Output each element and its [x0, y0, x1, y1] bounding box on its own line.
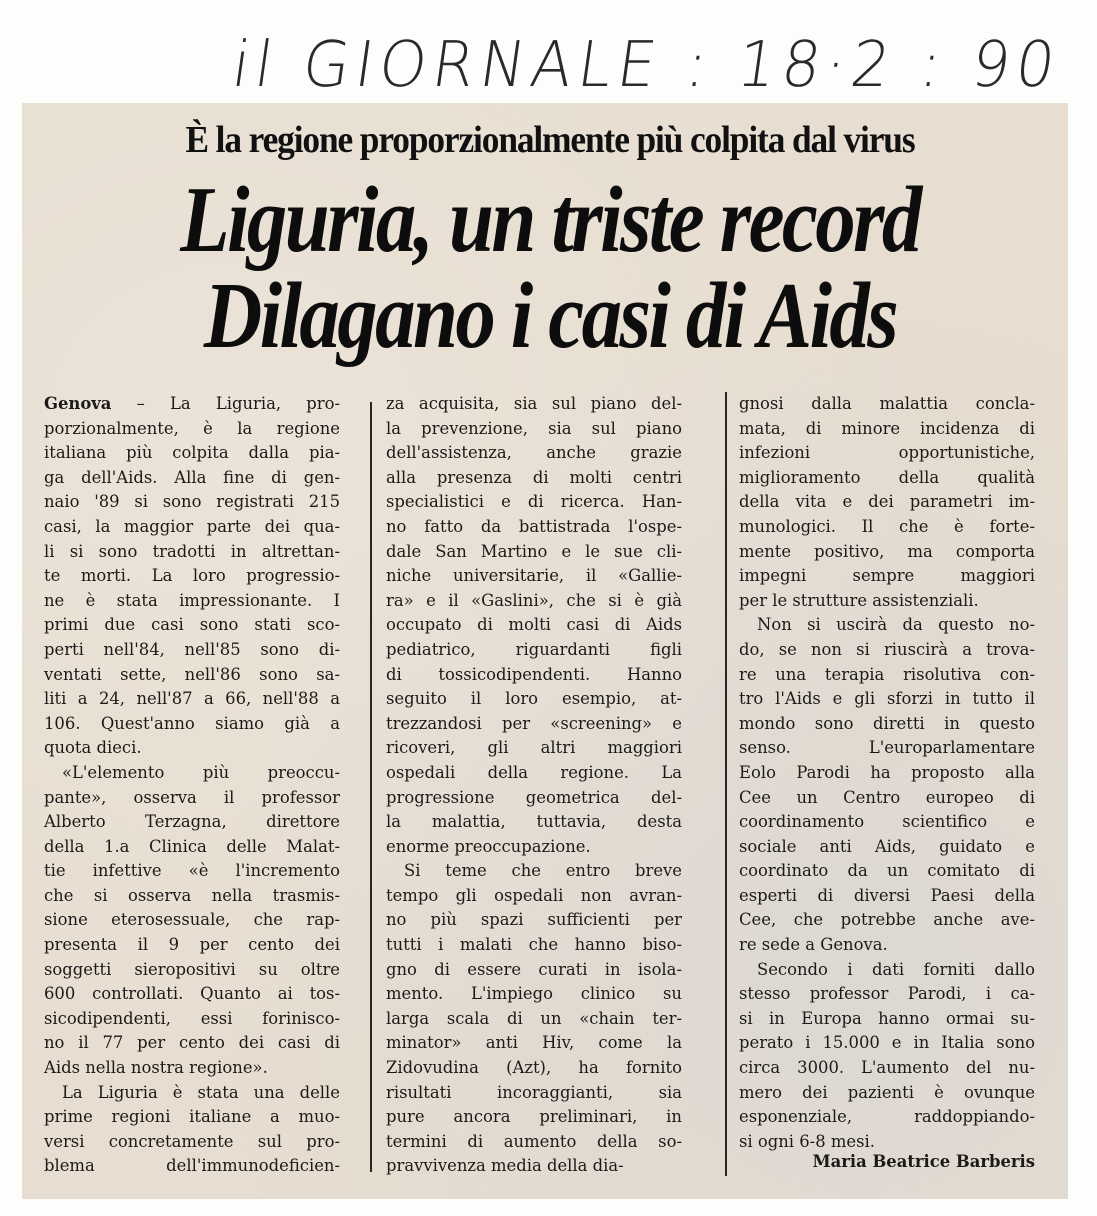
text-line: casi, la maggior parte dei qua- [44, 516, 340, 536]
text-line: specialistici e di ricerca. Han- [386, 492, 682, 512]
article-byline: Maria Beatrice Barberis [812, 1152, 1035, 1171]
text-line: Alberto Terzagna, direttore [44, 812, 340, 832]
text-line: Aids nella nostra regione». [44, 1058, 268, 1078]
text-line: ricoveri, gli altri maggiori [386, 738, 682, 758]
text-line: della 1.a Clinica delle Malat- [44, 836, 340, 856]
text-line: per le strutture assistenziali. [739, 590, 979, 610]
text-line: termini di aumento della so- [386, 1131, 682, 1151]
text-line: senso. L'europarlamentare [739, 738, 1035, 758]
article-headline [137, 168, 963, 368]
dateline: Genova [44, 394, 112, 413]
text-line: infezioni opportunistiche, [739, 443, 1035, 463]
text-line: soggetti sieropositivi su oltre [44, 959, 340, 979]
text-line: della vita e dei parametri im- [739, 492, 1035, 512]
text-line: te morti. La loro progressio- [44, 566, 340, 586]
text-line: La Liguria è stata una delle [62, 1082, 340, 1102]
text-line: pediatrico, riguardanti figli [386, 639, 682, 659]
text-line: do, se non si riuscirà a trova- [739, 639, 1035, 659]
text-line: mento. L'impiego clinico su [386, 984, 682, 1004]
text-line: no fatto da battistrada l'ospe- [386, 516, 682, 536]
text-line: che si osserva nella trasmis- [44, 885, 340, 905]
text-line: «L'elemento più preoccu- [62, 762, 340, 782]
text-line: gno di essere curati in isola- [386, 959, 682, 979]
text-line: tro l'Aids e gli sforzi in tutto il [739, 689, 1035, 709]
text-line: no più spazi sufficienti per [386, 910, 682, 930]
text-line: tempo gli ospedali non avran- [386, 885, 682, 905]
text-line: liti a 24, nell'87 a 66, nell'88 a [44, 689, 340, 709]
text-line: prime regioni italiane a muo- [44, 1107, 340, 1127]
text-line: quota dieci. [44, 738, 142, 758]
headline-line-1: Liguria, un triste record [180, 168, 920, 272]
text-line: progressione geometrica del- [386, 787, 682, 807]
text-line: tie infettive «è l'incremento [44, 861, 340, 881]
text-line: tutti i malati che hanno biso- [386, 935, 682, 955]
text-line: naio '89 si sono registrati 215 [44, 492, 340, 512]
text-line: porzionalmente, è la regione [44, 418, 340, 438]
text-line: Genova – La Liguria, pro- [44, 394, 340, 413]
text-line: ventati sette, nell'86 sono sa- [44, 664, 340, 684]
text-line: Non si uscirà da questo no- [757, 615, 1035, 635]
text-line: mondo sono diretti in questo [739, 713, 1035, 733]
text-line: ne è stata impressionante. I [44, 590, 340, 610]
text-line: dell'assistenza, anche grazie [386, 443, 682, 463]
text-line: blema dell'immunodeficien- [44, 1156, 340, 1176]
text-line: 106. Quest'anno siamo già a [44, 713, 340, 733]
text-line: trezzandosi per «screening» e [386, 713, 682, 733]
text-line: esponenziale, raddoppiando- [739, 1107, 1035, 1127]
text-line: si in Europa hanno ormai su- [739, 1008, 1035, 1028]
text-line: coordinamento scientifico e [739, 812, 1035, 832]
text-line: mente positivo, ma comporta [739, 541, 1035, 561]
text-line: sociale anti Aids, guidato e [739, 836, 1035, 856]
text-line: ospedali della regione. La [386, 762, 682, 782]
article-column-1 [44, 392, 340, 1179]
text-line: enorme preoccupazione. [386, 836, 591, 856]
text-line: esperti di diversi Paesi della [739, 885, 1035, 905]
text-line: sione eterosessuale, che rap- [44, 910, 340, 930]
text-line: li si sono tradotti in altrettan- [44, 541, 340, 561]
text-line: la malattia, tuttavia, desta [386, 812, 682, 832]
text-line: la prevenzione, sia sul piano [386, 418, 682, 438]
text-line: Cee, che potrebbe anche ave- [739, 910, 1035, 930]
text-line: mero dei pazienti è ovunque [739, 1082, 1035, 1102]
text-line: za acquisita, sia sul piano del- [386, 394, 682, 413]
text-line: pravvivenza media della dia- [386, 1156, 624, 1176]
column-divider [370, 402, 372, 1172]
text-line: dale San Martino e le sue cli- [386, 541, 682, 561]
handwritten-source-note: il GIORNALE : 18·2 : 90 [227, 28, 1066, 102]
text-line: larga scala di un «chain ter- [386, 1008, 682, 1028]
text-line: ga dell'Aids. Alla fine di gen- [44, 467, 340, 487]
text-line: perato i 15.000 e in Italia sono [739, 1033, 1035, 1053]
text-line: 600 controllati. Quanto ai tos- [44, 984, 340, 1004]
text-line: ra» e il «Gaslini», che si è già [386, 590, 682, 610]
text-line: no il 77 per cento dei casi di [44, 1033, 340, 1053]
text-line: pure ancora preliminari, in [386, 1107, 682, 1127]
column-divider [725, 392, 727, 1176]
text-line: niche universitarie, il «Gallie- [386, 566, 682, 586]
text-line: Si teme che entro breve [404, 861, 682, 881]
text-line: Zidovudina (Azt), ha fornito [386, 1058, 682, 1078]
text-line: presenta il 9 per cento dei [44, 935, 340, 955]
byline-wrap [739, 1150, 1035, 1175]
text-line: italiana più colpita dalla pia- [44, 443, 340, 463]
text-line: re sede a Genova. [739, 935, 888, 955]
text-line: gnosi dalla malattia concla- [739, 394, 1035, 413]
text-line: Cee un Centro europeo di [739, 787, 1035, 807]
article-kicker: È la regione proporzionalmente più colpita dal virus [185, 119, 915, 161]
text-line: circa 3000. L'aumento del nu- [739, 1058, 1035, 1078]
text-line: seguito il loro esempio, at- [386, 689, 682, 709]
text-line: miglioramento della qualità [739, 467, 1035, 487]
bleed-through-margin [22, 110, 44, 400]
text-line: impegni sempre maggiori [739, 566, 1035, 586]
text-line: stesso professor Parodi, i ca- [739, 984, 1035, 1004]
text-line: re una terapia risolutiva con- [739, 664, 1035, 684]
text-line: Secondo i dati forniti dallo [757, 959, 1035, 979]
text-line: perti nell'84, nell'85 sono di- [44, 639, 340, 659]
text-line: risultati incoraggianti, sia [386, 1082, 682, 1102]
headline-line-2: Dilagano i casi di Aids [203, 264, 897, 368]
text-line: occupato di molti casi di Aids [386, 615, 682, 635]
text-line: coordinato da un comitato di [739, 861, 1035, 881]
text-line: versi concretamente sul pro- [44, 1131, 340, 1151]
text-line: sicodipendenti, essi forinisco- [44, 1008, 340, 1028]
text-line: pante», osserva il professor [44, 787, 340, 807]
article-column-3 [739, 392, 1035, 1154]
text-line: di tossicodipendenti. Hanno [386, 664, 682, 684]
text-line: si ogni 6-8 mesi. [739, 1131, 875, 1151]
text-line: alla presenza di molti centri [386, 467, 682, 487]
article-column-2 [386, 392, 682, 1179]
text-line: primi due casi sono stati sco- [44, 615, 340, 635]
text-line: Eolo Parodi ha proposto alla [739, 762, 1035, 782]
text-line: mata, di minore incidenza di [739, 418, 1035, 438]
text-line: minator» anti Hiv, come la [386, 1033, 682, 1053]
text-line: munologici. Il che è forte- [739, 516, 1035, 536]
